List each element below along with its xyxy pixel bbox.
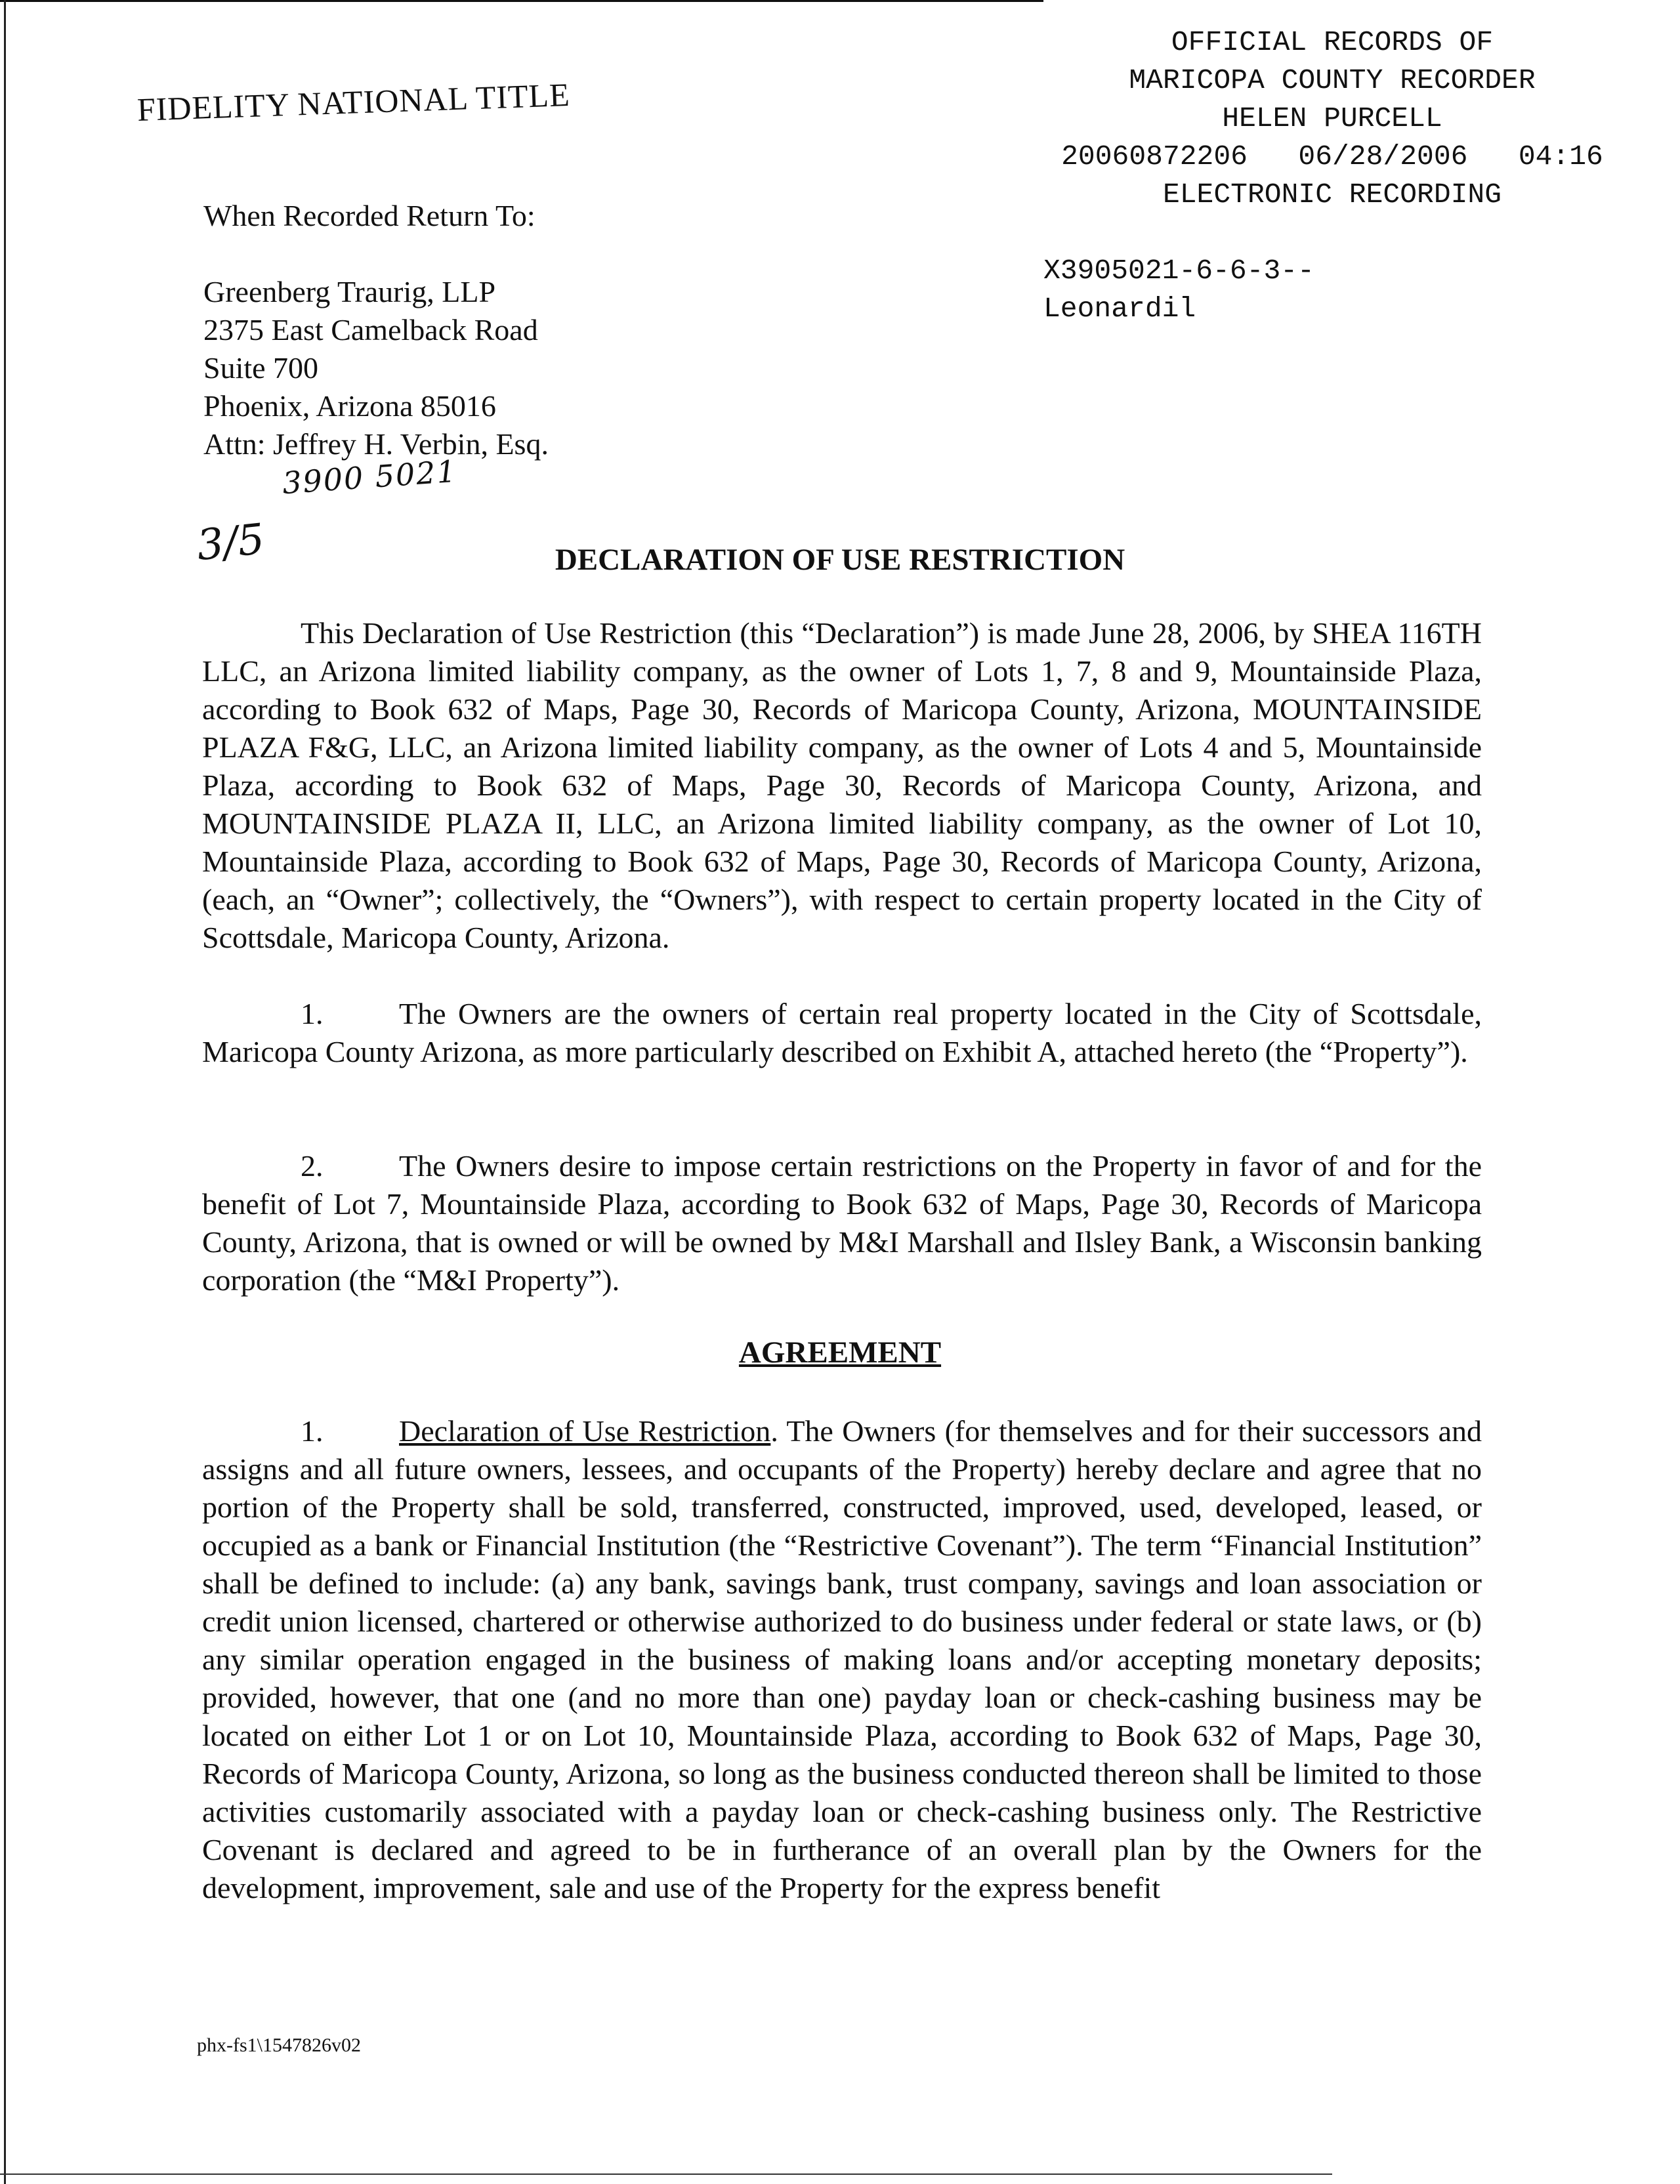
intro-paragraph	[202, 614, 1482, 957]
document-title: DECLARATION OF USE RESTRICTION	[555, 543, 1125, 577]
section-1-number: 1.	[301, 1414, 324, 1448]
bottom-border-line	[0, 2174, 1332, 2175]
return-suite: Suite 700	[203, 351, 319, 385]
document-footer-id: phx-fs1\1547826v02	[197, 2034, 361, 2056]
recorder-line-3: HELEN PURCELL	[1222, 102, 1442, 135]
return-name: Greenberg Traurig, LLP	[203, 275, 496, 308]
handwritten-number: 3900 5021	[281, 453, 459, 501]
return-heading: When Recorded Return To:	[203, 199, 536, 232]
section-1-text: . The Owners (for themselves and for their successors and assigns and all future owners, lessees, and occupants of the Property) hereby declare and agree that no portion of the Property shall be sold, transferred, constructed, improved, used, developed, leased, or occupied as a bank or Financial Institution (the “Restrictive Covenant”). The term “Financial Institution” shall be defined to include: (a) any bank, savings bank, trust company, savings and loan association or credit union licensed, chartered or otherwise authorized to do business under federal or state laws, or (b) any similar operation engaged in the business of making loans and/or accepting monetary deposits; provided, however, that one (and no more than one) payday loan or check-cashing business may be located on either Lot 1 or on Lot 10, Mountainside Plaza, according to Book 632 of Maps, Page 30, Records of Maricopa County, Arizona, so long as the business conducted thereon shall be limited to those activities customarily associated with a payday loan or check-cashing business only. The Restrictive Covenant is declared and agreed to be in furtherance of an overall plan by the Owners for the development, improvement, sale and use of the Property for the express benefit	[202, 1414, 1482, 1904]
recital-1	[202, 995, 1482, 1071]
recital-2	[202, 1147, 1482, 1299]
recital-2-number: 2.	[301, 1149, 324, 1183]
handwritten-initials: 3/5	[194, 514, 267, 571]
recorder-line-1: OFFICIAL RECORDS OF	[1171, 26, 1494, 58]
recital-1-text: The Owners are the owners of certain real property located in the City of Scottsdale, Maricopa County Arizona, as more particularly described on Exhibit A, attached hereto (the “Property”).	[202, 997, 1482, 1068]
title-company-stamp: FIDELITY NATIONAL TITLE	[136, 75, 571, 128]
return-address-block	[203, 197, 549, 463]
intro-text: This Declaration of Use Restriction (this “Declaration”) is made June 28, 2006, by SHEA 116TH LLC, an Arizona limited liability company, as the owner of Lots 1, 7, 8 and 9, Mountainside Plaza, according to Book 632 of Maps, Page 30, Records of Maricopa County, Arizona, MOUNTAINSIDE PLAZA F&G, LLC, an Arizona limited liability company, as the owner of Lots 4 and 5, Mountainside Plaza, according to Book 632 of Maps, Page 30, Records of Maricopa County, Arizona, and MOUNTAINSIDE PLAZA II, LLC, an Arizona limited liability company, as the owner of Lot 10, Mountainside Plaza, according to Book 632 of Maps, Page 30, Records of Maricopa County, Arizona, (each, an “Owner”; collectively, the “Owners”), with respect to certain property located in the City of Scottsdale, Maricopa County, Arizona.	[202, 616, 1482, 954]
recording-reference: X3905021-6-6-3--	[1043, 255, 1314, 287]
section-1-paragraph	[202, 1412, 1482, 1907]
recorder-line-4: 20060872206 06/28/2006 04:16	[1061, 140, 1603, 173]
recording-stamp	[1043, 24, 1621, 328]
recorder-line-5: ELECTRONIC RECORDING	[1162, 178, 1502, 211]
return-attn: Attn: Jeffrey H. Verbin, Esq.	[203, 427, 549, 461]
recording-clerk: Leonardil	[1043, 293, 1196, 325]
agreement-heading: AGREEMENT	[738, 1335, 942, 1370]
left-border-line	[4, 0, 6, 2184]
section-1-heading: Declaration of Use Restriction	[399, 1414, 771, 1448]
recorder-line-2: MARICOPA COUNTY RECORDER	[1129, 64, 1536, 96]
return-city: Phoenix, Arizona 85016	[203, 389, 496, 423]
top-border-line	[0, 0, 1043, 2]
return-street: 2375 East Camelback Road	[203, 313, 538, 346]
recital-1-number: 1.	[301, 997, 324, 1030]
recital-2-text: The Owners desire to impose certain restrictions on the Property in favor of and for the benefit of Lot 7, Mountainside Plaza, according to Book 632 of Maps, Page 30, Records of Maricopa County, Arizona, that is owned or will be owned by M&I Marshall and Ilsley Bank, a Wisconsin banking corporation (the “M&I Property”).	[202, 1149, 1482, 1297]
